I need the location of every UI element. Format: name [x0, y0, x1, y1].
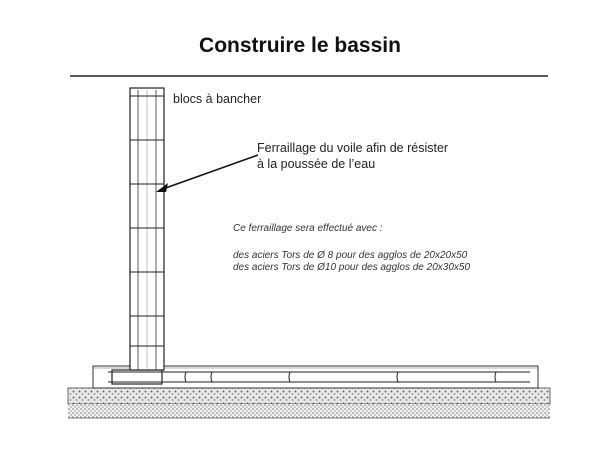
gravel-layer [68, 388, 550, 404]
label-ferraillage-line1: Ferraillage du voile afin de résister [257, 141, 449, 155]
page-title: Construire le bassin [199, 34, 401, 57]
soil-layer [68, 404, 550, 418]
label-ferraillage-line2: à la poussée de l’eau [257, 157, 376, 171]
pointer-arrow [160, 155, 258, 190]
note-line-2: des aciers Tors de Ø10 pour des agglos de 20x30x50 [233, 262, 471, 273]
label-blocs-a-bancher: blocs à bancher [173, 92, 262, 106]
note-line-1: des aciers Tors de Ø 8 pour des agglos de 20x20x50 [233, 250, 468, 261]
label-ferraillage [257, 140, 448, 172]
note-intro: Ce ferraillage sera effectué avec : [233, 223, 383, 234]
